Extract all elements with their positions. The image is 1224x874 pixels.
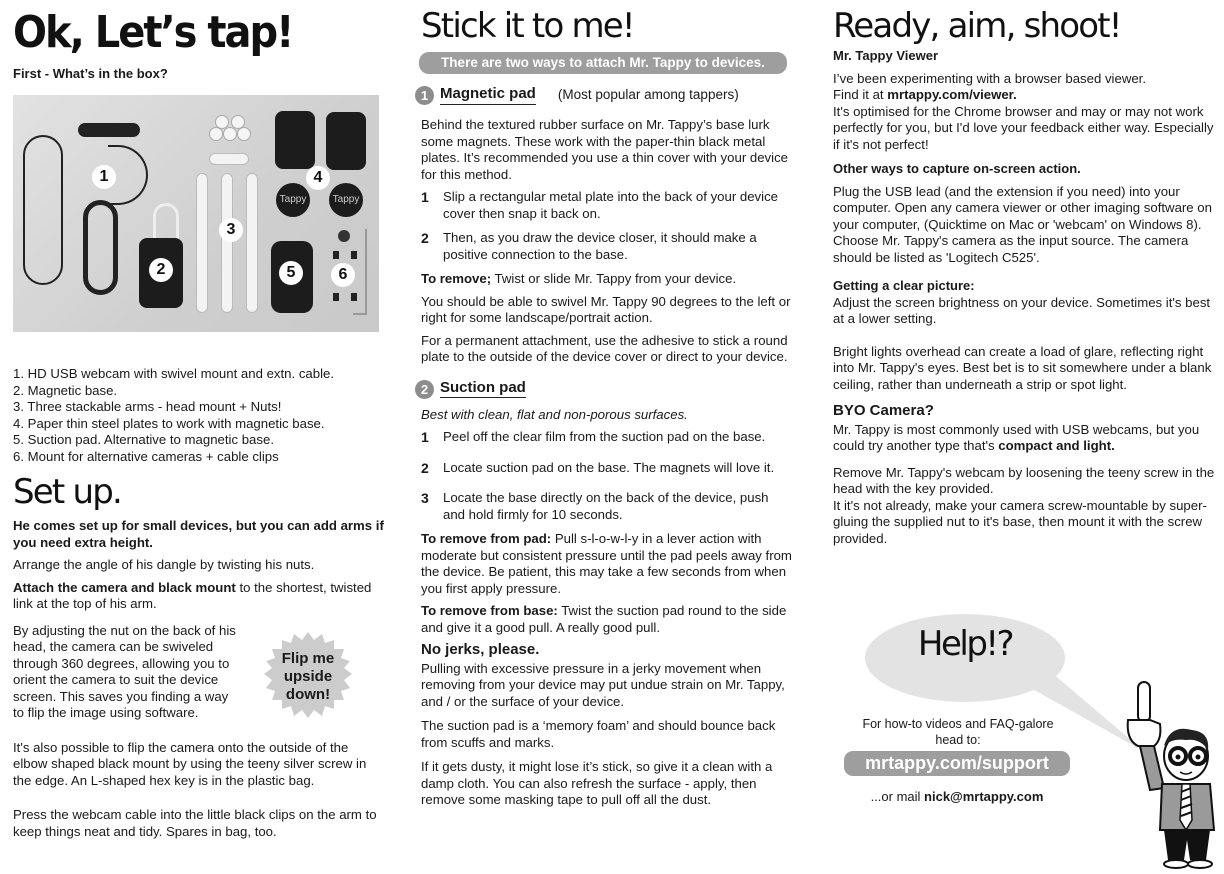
arm (246, 173, 258, 313)
column-stick-it (421, 0, 793, 815)
magnetic-step (421, 230, 793, 263)
help-heading: Help!? (917, 624, 1013, 664)
suction-step (421, 429, 793, 446)
cable-clip (333, 251, 339, 259)
box-item: 1. HD USB webcam with swivel mount and extn. cable. (13, 366, 335, 381)
remove-base-bold: To remove from base: (421, 603, 558, 618)
setup-cable: Press the webcam cable into the little black clips on the arm to keep things neat and tidy. Spares in bag, too. (13, 807, 377, 839)
viewer-rest: It's optimised for the Chrome browser and may or may not work perfectly for you, but I'd love your feedback either way. Especially if it's not perfect! (833, 103, 1214, 152)
memory-foam-text: The suction pad is a ‘memory foam’ and should bounce back from scuffs and marks. (421, 718, 776, 750)
other-ways-title: Other ways to capture on-screen action. (833, 161, 1081, 176)
magnetic-swivel: You should be able to swivel Mr. Tappy 90 degrees to the left or right for some landscape/portrait action. (421, 293, 791, 325)
photo-label-4: 4 (306, 166, 330, 190)
photo-label-3: 3 (219, 218, 243, 242)
suction-remove-base (421, 603, 793, 636)
steel-plate-round (276, 183, 310, 217)
attach-banner: There are two ways to attach Mr. Tappy to devices. (419, 52, 787, 74)
no-jerks-title: No jerks, please. (421, 641, 540, 658)
number-badge-2: 2 (415, 380, 434, 399)
viewer-url-link[interactable]: mrtappy.com/viewer. (887, 87, 1017, 102)
box-item: 5. Suction pad. Alternative to magnetic base. (13, 432, 274, 447)
flip-upside-down-badge (262, 630, 354, 722)
arm (196, 173, 208, 313)
clear-picture-text: Adjust the screen brightness on your device. Sometimes it's best at a lower setting. (833, 294, 1211, 326)
suction-step (421, 460, 793, 477)
byo-camera-text (833, 422, 1218, 455)
remove-base-rest: Twist the suction pad round to the side and give it a good pull. A really good pull. (421, 603, 787, 635)
support-url-link[interactable]: mrtappy.com/support (844, 751, 1070, 776)
subtitle-whats-in-box: First - What’s in the box? (13, 66, 168, 81)
flip-badge-line: upside (283, 668, 333, 685)
byo-bold: compact and light. (998, 438, 1115, 453)
dusty-text: If it gets dusty, it might lose it’s stick, so give it a clean with a damp cloth. You can also refresh the surface - apply, then remove some masking tape to pull off all the dust. (421, 759, 773, 807)
hex-key (353, 229, 367, 315)
number-badge-1: 1 (415, 86, 434, 105)
flip-badge-text (262, 650, 354, 704)
remove-pad-bold: To remove from pad: (421, 531, 552, 546)
magnetic-permanent: For a permanent attachment, use the adhesive to stick a round plate to the outside of the device cover or direct to your device. (421, 332, 788, 364)
setup-angle: Arrange the angle of his dangle by twisting his nuts. (13, 557, 315, 572)
disc-logo-text: Tappy (279, 194, 307, 205)
magnetic-intro: Behind the textured rubber surface on Mr. Tappy’s base lurk some magnets. These work with the paper-thin black metal plates. It’s recommended you use a thin cover with your device for this method. (421, 117, 788, 182)
magnetic-pad-title: Magnetic pad (440, 86, 536, 105)
step-number: 1 (421, 189, 429, 205)
setup-intro: He comes set up for small devices, but you can add arms if you need extra height. (13, 518, 384, 550)
step-text: Then, as you draw the device closer, it should make a positive connection to the base. (443, 230, 757, 262)
setup-title: Set up. (13, 472, 121, 512)
step-number: 2 (421, 230, 429, 246)
step-number: 3 (421, 490, 429, 506)
webcam-bar (78, 123, 140, 137)
suction-step (421, 490, 793, 523)
mount-cam-text: It it's not already, make your camera screw-mountable by super-gluing the supplied nut to it's base, then mount it with the screw provided. (833, 497, 1207, 546)
magnetic-step (421, 189, 793, 222)
disc-logo-text: Tappy (332, 194, 360, 205)
mail-prefix: ...or mail (870, 789, 925, 804)
head-mount-link (209, 153, 249, 165)
clear-picture-title: Getting a clear picture: (833, 278, 975, 293)
help-info-text: For how-to videos and FAQ-galore head to: (862, 717, 1054, 747)
suction-pad-heading (415, 380, 793, 399)
setup-attach (13, 580, 385, 613)
flip-badge-line: Flip me (281, 650, 335, 667)
other-ways-text: Plug the USB lead (and the extension if you need) into your computer. Open any camera viewer or other imaging software on your computer, (Quicktime on Mac or 'webcam' on Windows 8). (833, 183, 1212, 232)
setup-swivel: By adjusting the nut on the back of his head, the camera can be swiveled through 360 degrees, allowing you to orient the camera to suit the device screen. This saves you finding a way to flip the image using software. (13, 622, 236, 720)
viewer-find (833, 87, 1218, 104)
box-item: 3. Three stackable arms - head mount + Nuts! (13, 399, 282, 414)
steel-plate-rect (275, 111, 315, 169)
magnetic-remove-rest: Twist or slide Mr. Tappy from your device. (491, 271, 737, 286)
magnetic-pad-heading (415, 86, 793, 105)
nut (223, 127, 237, 141)
flip-badge-line: down! (285, 686, 331, 703)
page-title-lets-tap: Ok, Let’s tap! (13, 8, 293, 58)
cable-clip (333, 293, 339, 301)
no-jerks-text: Pulling with excessive pressure in a jerky movement when removing from your device may put undue strain on Mr. Tappy, and / or the surface of your device. (421, 660, 785, 709)
arm (221, 173, 233, 313)
step-text: Peel off the clear film from the suction pad on the base. (443, 429, 766, 444)
webcam-cable (23, 135, 63, 285)
webcam-cable-coil (83, 200, 118, 295)
remove-pad-rest: Pull s-l-o-w-l-y in a lever action with moderate but consistent pressure until the pad peels away from the device. Be patient, this may take a few seconds from when you first apply pressure. (421, 531, 792, 596)
column-ready-aim-shoot (833, 0, 1218, 547)
suction-remove-pad (421, 531, 793, 597)
byo-text: Mr. Tappy is most commonly used with USB webcams, but you could try another type that's (833, 421, 1200, 453)
viewer-line1: I’ve been experimenting with a browser based viewer. (833, 70, 1147, 86)
nut (209, 127, 223, 141)
magnetic-pad-note: (Most popular among tappers) (557, 87, 739, 103)
step-number: 2 (421, 459, 429, 476)
box-item: 4. Paper thin steel plates to work with magnetic base. (13, 415, 325, 431)
step-text: Locate the base directly on the back of the device, push and hold firmly for 10 seconds. (443, 490, 769, 522)
mail-address-link[interactable]: nick@mrtappy.com (924, 789, 1044, 804)
box-contents-photo (13, 95, 379, 332)
column-whats-in-box (13, 0, 385, 83)
box-contents-list (13, 366, 385, 465)
step-text: Slip a rectangular metal plate into the back of your device cover then snap it back on. (443, 189, 779, 221)
photo-label-6: 6 (331, 263, 355, 287)
steel-plate-rect (326, 112, 366, 170)
photo-label-2: 2 (149, 258, 173, 282)
stick-title: Stick it to me! (421, 6, 634, 46)
photo-label-5: 5 (279, 261, 303, 285)
setup-attach-rest: to the shortest, twisted link at the top of his arm. (13, 579, 372, 611)
steel-plate-round (329, 183, 363, 217)
camera-mount (338, 230, 350, 242)
ready-title: Ready, aim, shoot! (833, 6, 1121, 46)
box-item: 2. Magnetic base. (13, 382, 118, 398)
remove-cam-text: Remove Mr. Tappy's webcam by loosening the teeny screw in the head with the key provided. (833, 464, 1215, 496)
mr-tappy-mascot-icon (1120, 680, 1220, 870)
setup-attach-bold: Attach the camera and black mount (13, 579, 236, 595)
magnetic-base-hook (153, 203, 179, 243)
nut (237, 127, 251, 141)
viewer-find-prefix: Find it at (833, 87, 888, 102)
magnetic-remove-bold: To remove; (421, 271, 492, 286)
step-text: Locate suction pad on the base. The magnets will love it. (443, 459, 775, 475)
viewer-title: Mr. Tappy Viewer (833, 48, 939, 63)
suction-intro: Best with clean, flat and non-porous surfaces. (421, 406, 688, 422)
mail-line (844, 789, 1070, 806)
other-ways-choose: Choose Mr. Tappy's camera as the input source. The camera should be listed as 'Logitech C525'. (833, 233, 1189, 265)
help-bubble (867, 618, 1063, 706)
byo-camera-title: BYO Camera? (833, 402, 934, 419)
box-item: 6. Mount for alternative cameras + cable clips (13, 448, 279, 464)
setup-flip-outside: It's also possible to flip the camera onto the outside of the elbow shaped black mount by using the teeny silver screw in the edge. An L-shaped hex key is in the plastic bag. (13, 739, 367, 788)
step-number: 1 (421, 429, 429, 445)
glare-text: Bright lights overhead can create a load of glare, reflecting right into Mr. Tappy's eyes. Best bet is to sit somewhere under a blank ceiling, rather than underneath a strip or spot light. (833, 343, 1212, 392)
photo-label-1: 1 (92, 165, 116, 189)
suction-pad-title: Suction pad (440, 380, 526, 399)
magnetic-remove (421, 271, 793, 288)
